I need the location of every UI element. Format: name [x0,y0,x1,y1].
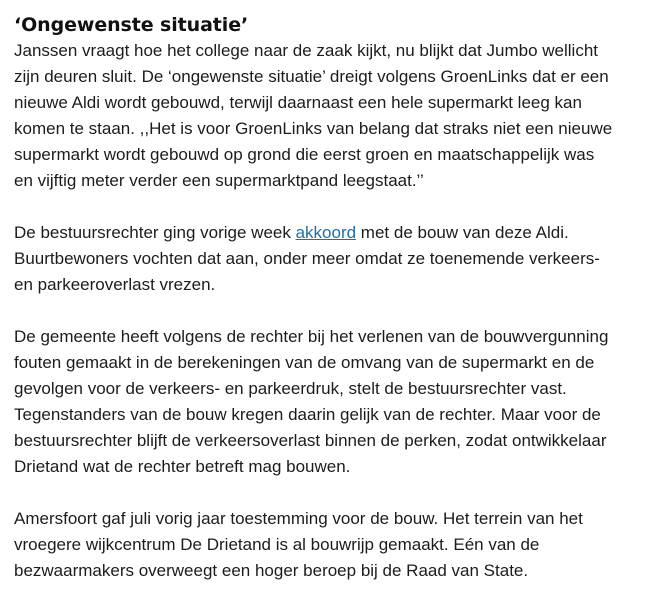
article-body [14,12,654,584]
section-heading: ‘Ongewenste situatie’ [14,14,249,36]
paragraph-1: Janssen vraagt hoe het college naar de zaak kijkt, nu blijkt dat Jumbo wellicht zijn deuren sluit. De ‘ongewenste situatie’ dreigt volgens GroenLinks dat er een nieuwe Aldi wordt gebouwd, terwijl daarnaast een hele supermarkt leeg kan komen te staan. ,,Het is voor GroenLinks van belang dat straks niet een nieuwe supermarkt wordt gebouwd op grond die eerst groen en maatschappelijk was en vijftig meter verder een supermarktpand leegstaat.’’ [14,41,613,190]
paragraph-2-text-before: De bestuursrechter ging vorige week [14,223,296,242]
paragraph-4: Amersfoort gaf juli vorig jaar toestemming voor de bouw. Het terrein van het vroegere wijkcentrum De Drietand is al bouwrijp gemaakt. Eén van de bezwaarmakers overweegt een hoger beroep bij de Raad van State. [14,509,583,580]
paragraph-2 [14,220,654,298]
akkoord-link[interactable]: akkoord [295,223,357,242]
paragraph-3: De gemeente heeft volgens de rechter bij het verlenen van de bouwvergunning fouten gemaakt in de berekeningen van de omvang van de supermarkt en de gevolgen voor de verkeers- en parkeerdruk, stelt de bestuursrechter vast. Tegenstanders van de bouw kregen daarin gelijk van de rechter. Maar voor de bestuursrechter blijft de verkeersoverlast binnen de perken, zodat ontwikkelaar Drietand wat de rechter betreft mag bouwen. [14,327,609,476]
paragraph-2-text-after: met de bouw van deze Aldi. Buurtbewoners vochten dat aan, onder meer omdat ze toenemende verkeers- en parkeeroverlast vrezen. [14,223,600,294]
